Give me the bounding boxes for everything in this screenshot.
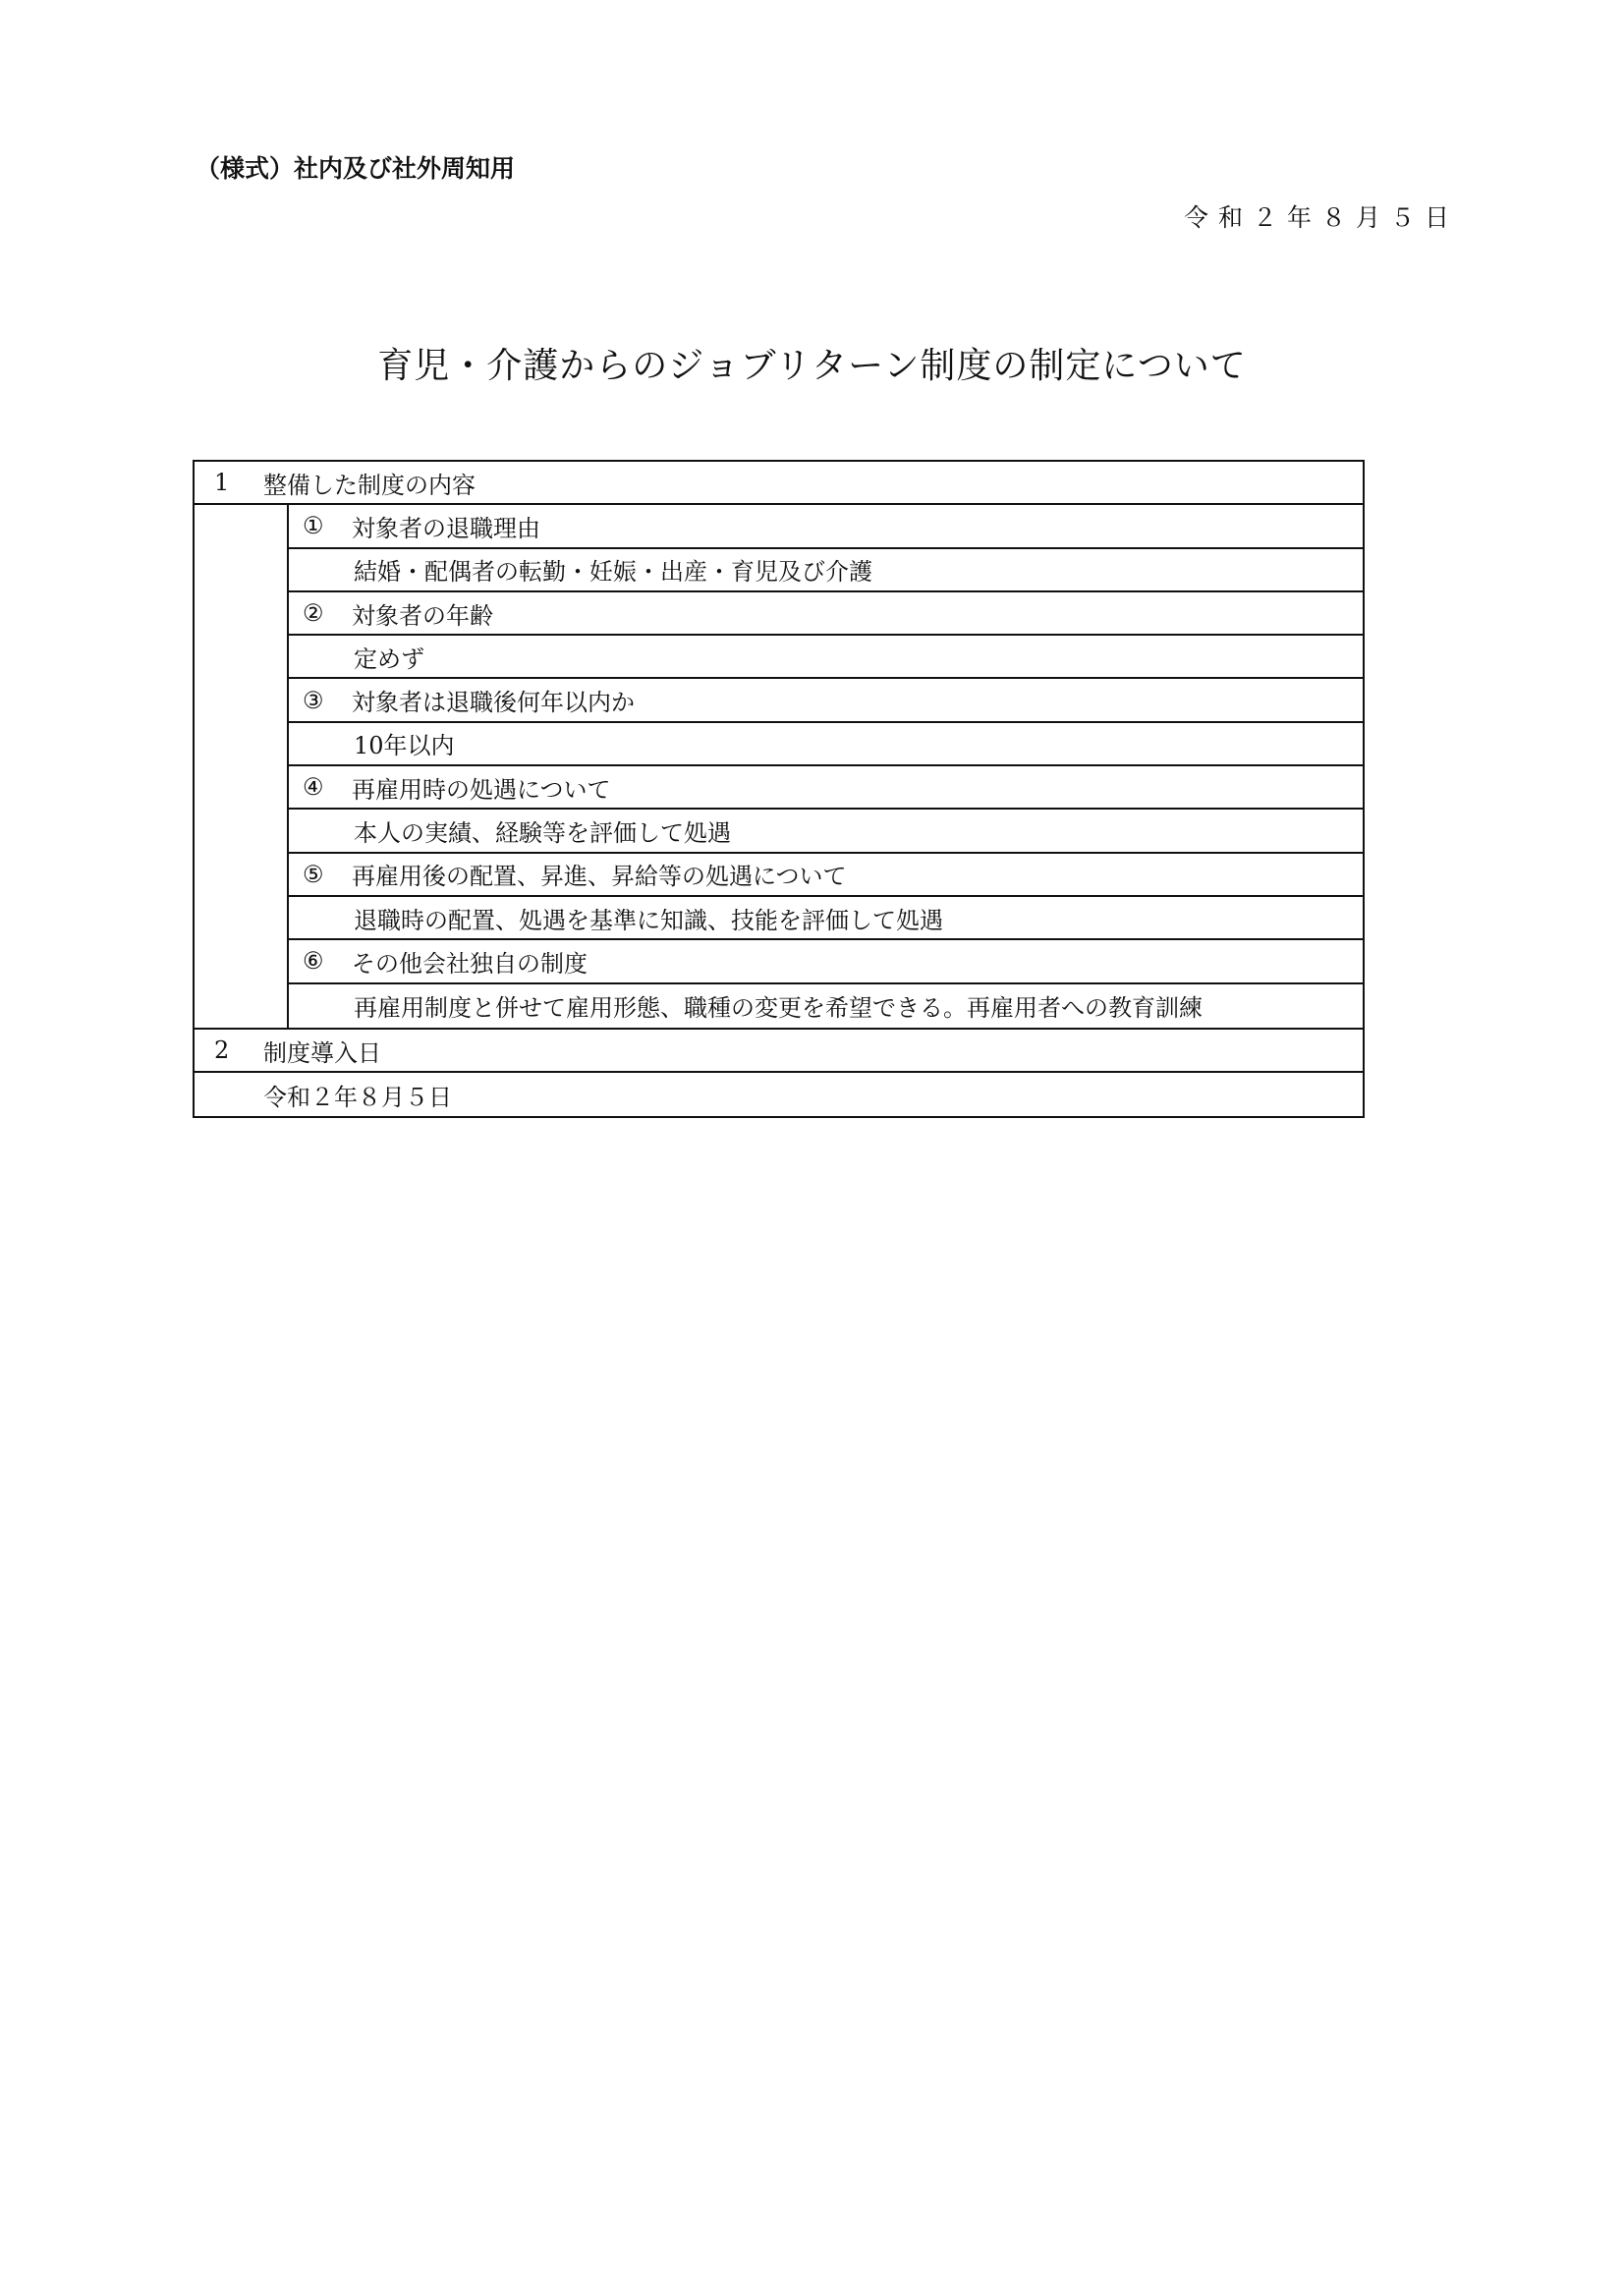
item-label: 対象者の退職理由 bbox=[352, 514, 540, 542]
policy-table bbox=[193, 460, 1365, 1118]
item-mark: ④ bbox=[303, 773, 324, 802]
item-detail-row bbox=[289, 897, 1363, 940]
item-mark: ① bbox=[303, 512, 324, 540]
section-2-header bbox=[195, 1030, 1363, 1073]
item-detail: 定めず bbox=[354, 644, 424, 673]
item-detail-row bbox=[289, 549, 1363, 592]
item-detail: 退職時の配置、処遇を基準に知識、技能を評価して処遇 bbox=[354, 906, 943, 934]
item-label-row bbox=[289, 505, 1363, 548]
item-label-row bbox=[289, 854, 1363, 897]
item-detail-row bbox=[289, 984, 1363, 1028]
section-1-items bbox=[195, 505, 1363, 1030]
section-2-value-row bbox=[195, 1073, 1363, 1116]
item-label-row bbox=[289, 940, 1363, 983]
section-1-header bbox=[195, 462, 1363, 505]
page-title: 育児・介護からのジョブリターン制度の制定について bbox=[377, 346, 1247, 386]
item-label: 対象者の年齢 bbox=[352, 601, 493, 630]
item-detail-row bbox=[289, 723, 1363, 766]
section-heading: 整備した制度の内容 bbox=[263, 471, 476, 499]
item-mark: ⑤ bbox=[303, 860, 324, 888]
item-label: その他会社独自の制度 bbox=[352, 949, 588, 978]
item-detail: 本人の実績、経験等を評価して処遇 bbox=[354, 819, 731, 848]
indent-column bbox=[195, 505, 289, 1028]
item-label-row bbox=[289, 592, 1363, 636]
section-number: 1 bbox=[214, 469, 230, 497]
item-detail-row bbox=[289, 636, 1363, 679]
item-detail: 10年以内 bbox=[354, 732, 455, 760]
section-heading: 制度導入日 bbox=[263, 1038, 381, 1067]
item-detail: 再雇用制度と併せて雇用形態、職種の変更を希望できる。再雇用者への教育訓練 bbox=[354, 994, 1203, 1023]
item-label: 対象者は退職後何年以内か bbox=[352, 689, 635, 717]
item-label-row bbox=[289, 679, 1363, 722]
item-mark: ③ bbox=[303, 686, 324, 714]
item-detail-row bbox=[289, 810, 1363, 853]
item-mark: ② bbox=[303, 599, 324, 628]
section-number: 2 bbox=[214, 1036, 230, 1064]
introduction-date: 令和２年８月５日 bbox=[263, 1083, 452, 1111]
item-detail: 結婚・配偶者の転勤・妊娠・出産・育児及び介護 bbox=[354, 558, 872, 587]
item-label-row bbox=[289, 766, 1363, 810]
item-mark: ⑥ bbox=[303, 947, 324, 976]
item-label: 再雇用後の配置、昇進、昇給等の処遇について bbox=[352, 863, 847, 891]
document-date: 令和２年８月５日 bbox=[1183, 203, 1459, 232]
item-label: 再雇用時の処遇について bbox=[352, 775, 611, 804]
header-note: （様式）社内及び社外周知用 bbox=[196, 154, 516, 183]
